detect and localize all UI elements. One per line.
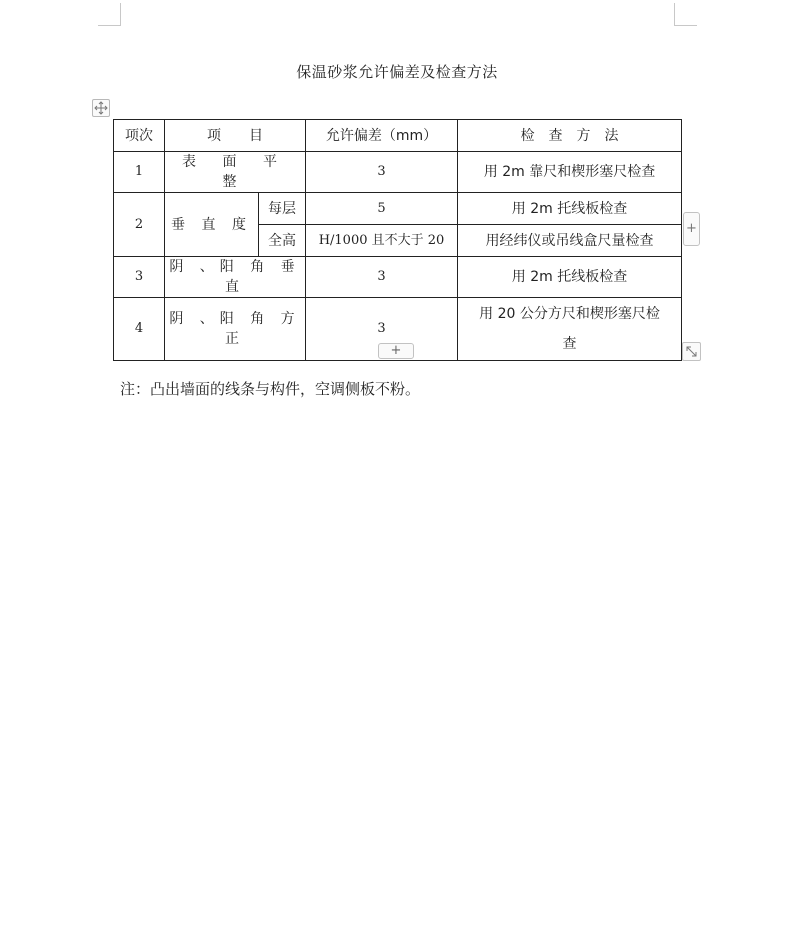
cell-method: 用 2m 靠尺和楔形塞尺检查 <box>458 152 682 193</box>
move-arrows-icon <box>93 100 109 116</box>
cell-item: 表 面 平 整 <box>165 152 306 193</box>
cell-item: 阴 、阳 角 方 正 <box>165 298 306 361</box>
cell-method: 用 2m 托线板检查 <box>458 257 682 298</box>
cell-tolerance: 3 <box>306 257 458 298</box>
cell-no: 1 <box>114 152 165 193</box>
cell-subitem: 每层 <box>259 193 306 225</box>
footnote: 注：凸出墙面的线条与构件，空调侧板不粉。 <box>120 380 421 398</box>
cell-no: 4 <box>114 298 165 361</box>
cell-tolerance: 3 <box>306 152 458 193</box>
cell-tolerance: H/1000 且不大于 20 <box>306 225 458 257</box>
cell-tolerance: 3 <box>306 298 458 361</box>
header-no: 项次 <box>114 120 165 152</box>
cell-method-line: 查 <box>562 336 577 352</box>
add-row-button[interactable]: + <box>378 343 414 359</box>
cell-method <box>458 298 682 361</box>
page-corner-mark-top-left <box>98 3 121 26</box>
table-resize-handle[interactable] <box>682 342 701 361</box>
table-header-row <box>114 120 682 152</box>
header-method: 检 查 方 法 <box>458 120 682 152</box>
cell-item: 阴 、阳 角 垂 直 <box>165 257 306 298</box>
header-tolerance: 允许偏差（mm） <box>306 120 458 152</box>
table-row <box>114 257 682 298</box>
cell-method: 用经纬仪或吊线盒尺量检查 <box>458 225 682 257</box>
tolerance-table <box>113 119 682 361</box>
cell-no: 3 <box>114 257 165 298</box>
header-item: 项 目 <box>165 120 306 152</box>
document-title: 保温砂浆允许偏差及检查方法 <box>296 63 498 81</box>
cell-method-line: 用 20 公分方尺和楔形塞尺检 <box>479 306 660 322</box>
add-column-button[interactable]: + <box>683 212 700 246</box>
page-corner-mark-top-right <box>674 3 697 26</box>
cell-method: 用 2m 托线板检查 <box>458 193 682 225</box>
cell-subitem: 全高 <box>259 225 306 257</box>
cell-tolerance: 5 <box>306 193 458 225</box>
cell-item: 垂 直 度 <box>165 193 259 257</box>
table-row <box>114 152 682 193</box>
table-move-handle[interactable] <box>92 99 110 117</box>
cell-no: 2 <box>114 193 165 257</box>
table-row <box>114 193 682 225</box>
resize-arrows-icon <box>683 343 700 360</box>
